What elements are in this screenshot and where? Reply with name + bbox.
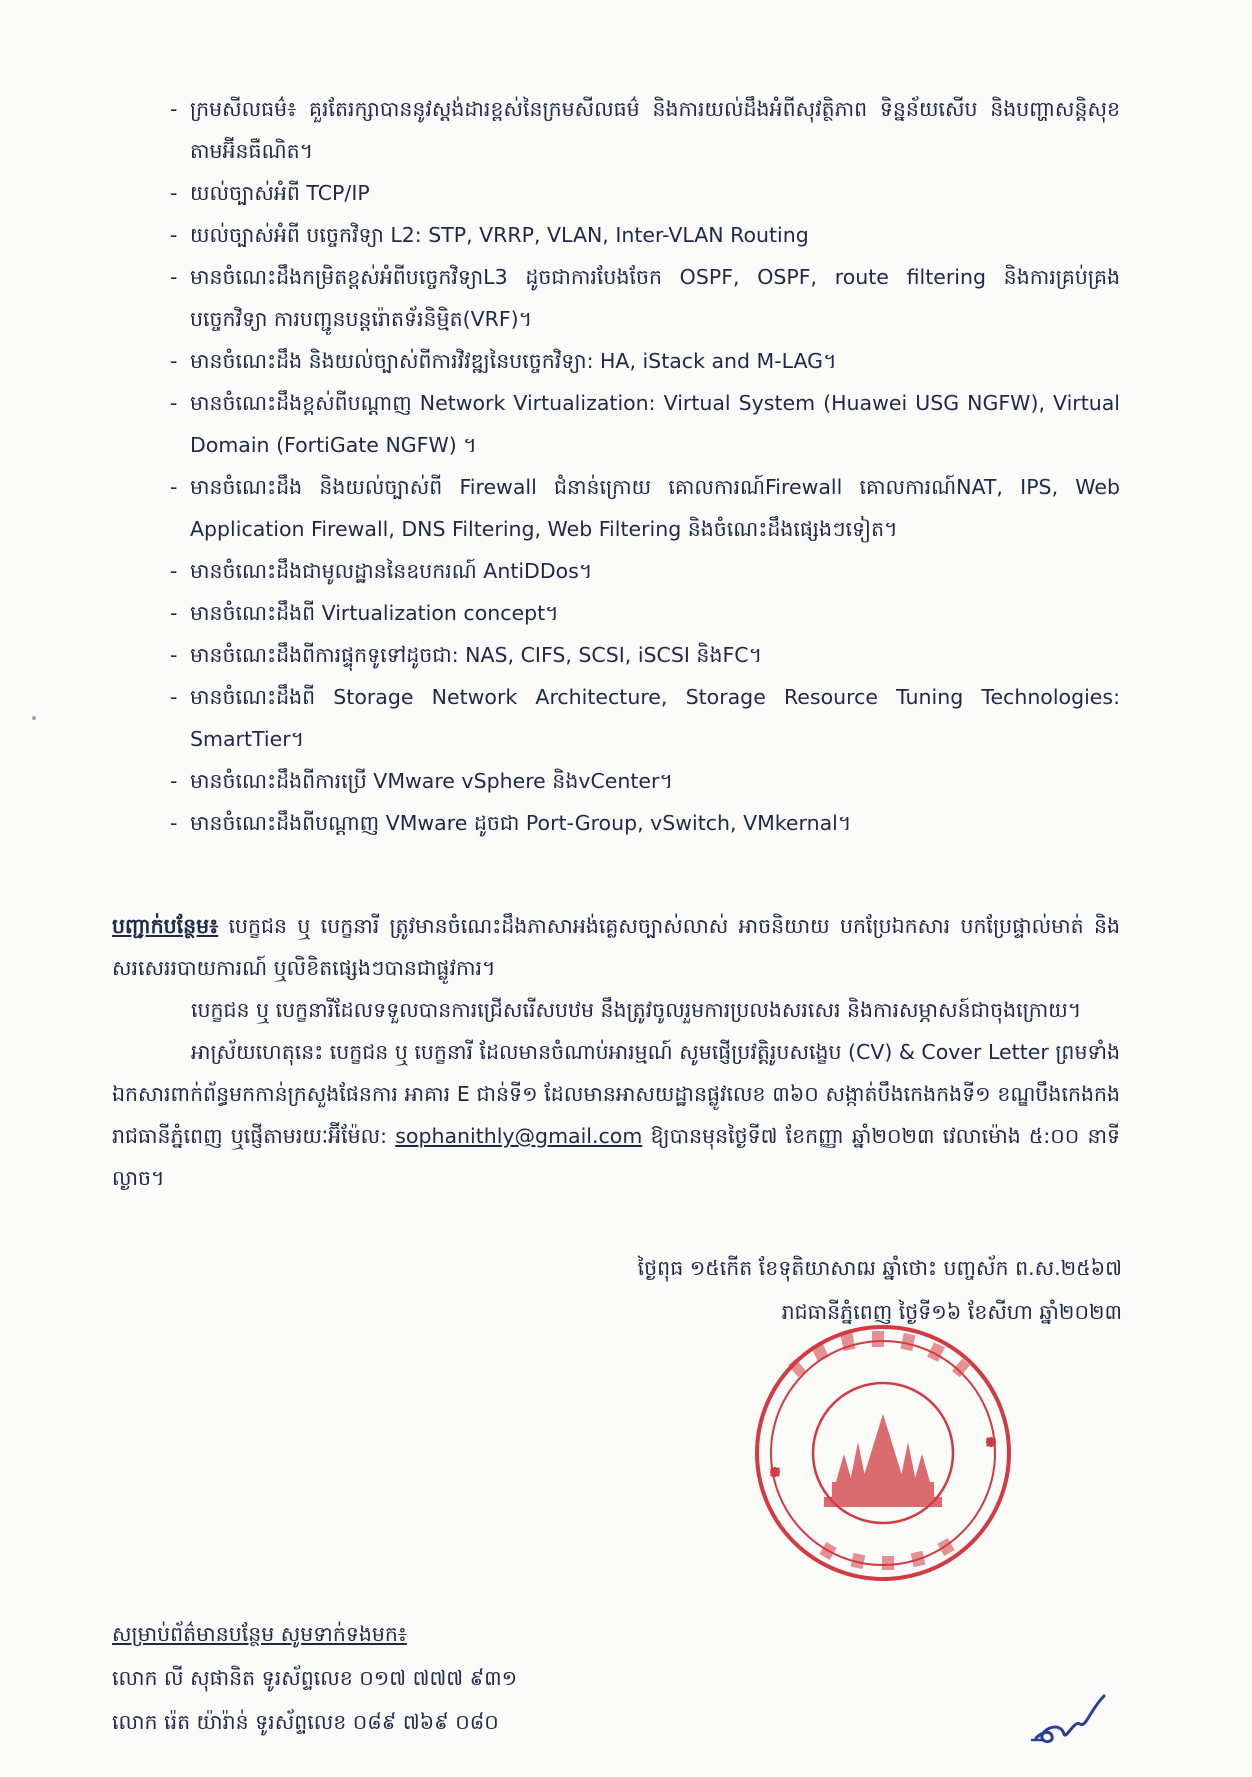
additional-label: បញ្ជាក់បន្ថែម៖ bbox=[112, 914, 219, 938]
contact-heading: សម្រាប់ព័ត៌មានបន្ថែម សូមទាក់ទងមក៖ bbox=[112, 1622, 407, 1646]
signature-icon bbox=[1030, 1690, 1110, 1750]
application-text: អាស្រ័យហេតុនេះ បេក្ខជន ឬ បេក្ខនារី ដែលមានចំណាប់អារម្មណ៍ សូមផ្ញើប្រវត្តិរូបសង្ខេប (CV) & Cover Letter ព្រមទាំងឯកសារពាក់ព័ន្ធមកកាន់ក្រសួងផែនការ អាគារ E ជាន់ទី១ ដែលមានអាសយដ្ឋានផ្លូវលេខ ៣៦០ សង្កាត់បឹងកេងកងទី១ ខណ្ឌបឹងកេងកង រាជធានីភ្នំពេញ ឬផ្ញើតាមរយៈអ៊ីម៉ែល: bbox=[112, 1040, 1120, 1148]
list-item: - មានចំណេះដឹងកម្រិតខ្ពស់អំពីបច្ចេកវិទ្យាL3 ដូចជាការបែងចែក OSPF, OSPF, route filtering និងការគ្រប់គ្រងបច្ចេកវិទ្យា ការបញ្ជូនបន្តរ៉ោតទ័រនិម្មិត(VRF)។ bbox=[170, 256, 1120, 340]
list-item: - មានចំណេះដឹង និងយល់ច្បាស់ពី Firewall ជំនាន់ក្រោយ គោលការណ៍Firewall គោលការណ៍NAT, IPS, Web Application Firewall, DNS Filtering, Web Filtering និងចំណេះដឹងផ្សេងៗទៀត។ bbox=[170, 466, 1120, 550]
requirements-list bbox=[170, 88, 1120, 844]
contact-line: លោក លី សុផានិត ទូរស័ព្ទលេខ ០១៧ ៧៧៧ ៩៣១ bbox=[112, 1666, 518, 1690]
list-item: - មានចំណេះដឹងពីការផ្ទុកទូទៅដូចជា: NAS, CIFS, SCSI, iSCSI និងFC។ bbox=[170, 634, 1120, 676]
lunar-date: ថ្ងៃពុធ ១៥កេីត ខែទុតិយាសាឍ ឆ្នាំថោះ បញ្ចស័ក ព.ស.២៥៦៧ bbox=[637, 1256, 1122, 1280]
selection-note: បេក្ខជន ឬ បេក្ខនារីដែលទទួលបានការជ្រើសរើសបឋម នឹងត្រូវចូលរួមការប្រលងសរសេរ និងការសម្ភាសន៍ជាចុងក្រោយ។ bbox=[191, 998, 1082, 1022]
date-block bbox=[638, 1246, 1122, 1334]
list-item: - មានចំណេះដឹងពី Virtualization concept។ bbox=[170, 592, 1120, 634]
list-item: - ក្រមសីលធម៌៖ គួរតែរក្សាបាននូវស្តង់ដារខ្ពស់នៃក្រមសីលធម៌ និងការយល់ដឹងអំពីសុវត្ថិភាព ទិន្នន័យសេីប និងបញ្ហាសន្តិសុខតាមអ៊ីនធឺណិត។ bbox=[170, 88, 1120, 172]
list-item: - មានចំណេះដឹងពី Storage Network Architecture, Storage Resource Tuning Technologies: SmartTier។ bbox=[170, 676, 1120, 760]
solar-date: រាជធានីភ្នំពេញ ថ្ងៃទី១៦ ខែសីហា ឆ្នាំ២០២៣ bbox=[781, 1300, 1122, 1324]
language-requirement bbox=[112, 905, 1120, 989]
list-item: - មានចំណេះដឹងពីការប្រើ VMware vSphere និងvCenter។ bbox=[170, 760, 1120, 802]
email-link[interactable]: sophanithly@gmail.com bbox=[395, 1124, 643, 1148]
additional-notes bbox=[112, 905, 1120, 1199]
list-item: - យល់ច្បាស់អំពី TCP/IP bbox=[170, 172, 1120, 214]
list-item: - មានចំណេះដឹងពីបណ្តាញ VMware ដូចជា Port-Group, vSwitch, VMkernal។ bbox=[170, 802, 1120, 844]
application-instructions bbox=[112, 1031, 1120, 1199]
list-item: - យល់ច្បាស់អំពី បច្ចេកវិទ្យា L2: STP, VRRP, VLAN, Inter-VLAN Routing bbox=[170, 214, 1120, 256]
contact-info bbox=[112, 1612, 517, 1744]
language-text: បេក្ខជន ឬ បេក្ខនារី ត្រូវមានចំណេះដឹងភាសាអង់គ្លេសច្បាស់លាស់ អាចនិយាយ បកប្រែឯកសារ បកប្រែផ្ទាល់មាត់ និងសរសេររបាយការណ៍ ឬលិខិតផ្សេងៗបានជាផ្លូវការ។ bbox=[112, 914, 1120, 980]
list-item: - មានចំណេះដឹង និងយល់ច្បាស់ពីការវិវឌ្ឍនៃបច្ចេកវិទ្យា: HA, iStack and M-LAG។ bbox=[170, 340, 1120, 382]
deadline-text: ឱ្យបានមុនថ្ងៃទី៧ ខែកញ្ញា ឆ្នាំ២០២៣ វេលាម៉ោង ៥:០០ នាទីល្ងាច។ bbox=[112, 1124, 1120, 1190]
scan-speck bbox=[32, 716, 36, 720]
list-item: - មានចំណេះដឹងខ្ពស់ពីបណ្តាញ Network Virtualization: Virtual System (Huawei USG NGFW), Virtual Domain (FortiGate NGFW) ។ bbox=[170, 382, 1120, 466]
list-item: - មានចំណេះដឹងជាមូលដ្ឋាននៃឧបករណ៍ AntiDDos។ bbox=[170, 550, 1120, 592]
official-seal-icon bbox=[752, 1322, 1014, 1584]
contact-line: លោក រ៉េត យ៉ារ៉ាន់ ទូរស័ព្ទលេខ ០៨៩ ៧៦៩ ០៨០ bbox=[112, 1710, 499, 1734]
